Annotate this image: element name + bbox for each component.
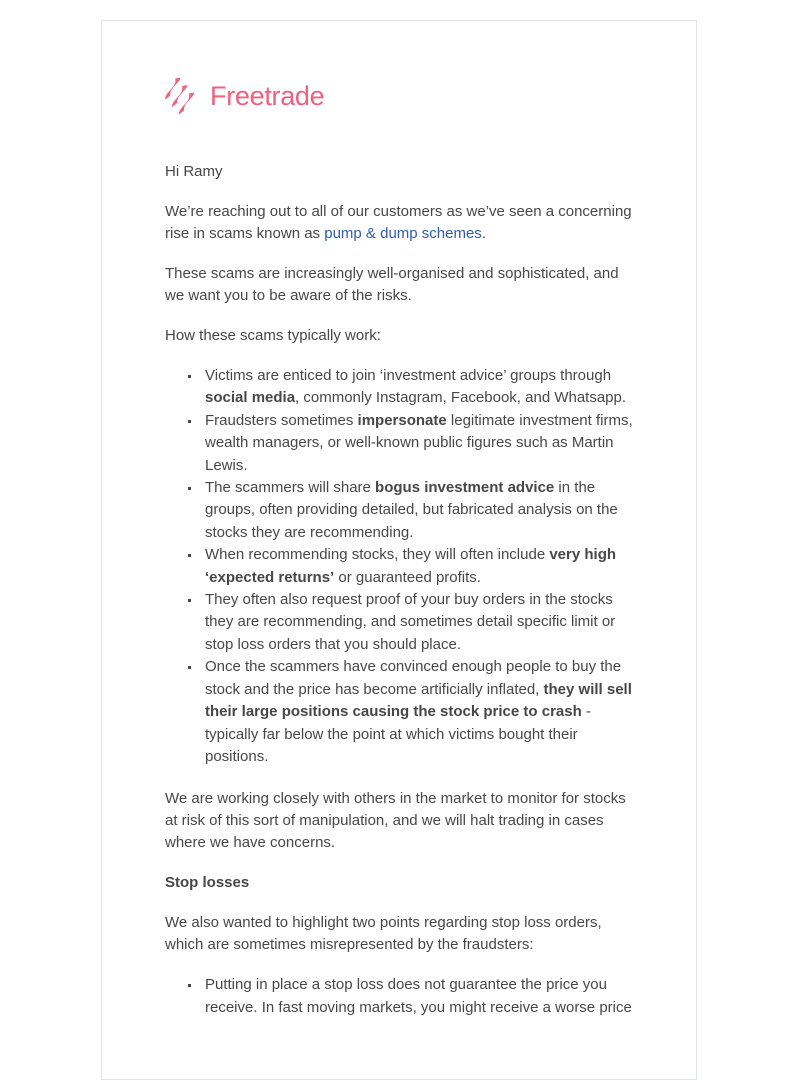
brand-logo[interactable] bbox=[165, 75, 634, 117]
letter-content bbox=[165, 161, 634, 1019]
plain-text: in the groups, often providing detailed, but fabricated analysis on the stocks they are recommending. bbox=[205, 479, 618, 541]
plain-text: or guaranteed profits. bbox=[334, 568, 481, 586]
emphasis-text: bogus investment advice bbox=[375, 479, 555, 497]
bullet-marker-icon bbox=[188, 554, 191, 557]
intro-paragraph bbox=[165, 201, 634, 245]
sophistication-paragraph: These scams are increasingly well-organised and sophisticated, and we want you to be aware of the risks. bbox=[165, 265, 619, 304]
email-card bbox=[101, 20, 697, 1080]
plain-text: The scammers will share bbox=[205, 479, 376, 497]
emphasis-text: social media bbox=[205, 389, 296, 407]
monitoring-paragraph: We are working closely with others in the market to monitor for stocks at risk of this sort of manipulation, and we will halt trading in cases where we have concerns. bbox=[165, 790, 626, 852]
list-intro: How these scams typically work: bbox=[165, 327, 381, 344]
plain-text: - typically far below the point at which victims bought their positions. bbox=[205, 703, 591, 765]
freetrade-flame-mark-icon bbox=[165, 78, 199, 115]
email-body bbox=[102, 21, 696, 1079]
list-item bbox=[165, 410, 634, 477]
list-item-text bbox=[205, 412, 633, 474]
list-item bbox=[165, 974, 634, 1019]
list-item-text bbox=[205, 591, 615, 653]
list-item-text bbox=[205, 546, 616, 585]
bullet-marker-icon bbox=[188, 666, 191, 669]
brand-wordmark: Freetrade bbox=[210, 80, 325, 111]
emphasis-text: they will sell their large positions causing the stock price to crash bbox=[205, 680, 632, 721]
plain-text: Fraudsters sometimes bbox=[205, 411, 358, 429]
emphasis-text: very high ‘expected returns’ bbox=[205, 546, 617, 586]
bullet-marker-icon bbox=[188, 599, 191, 602]
bullet-marker-icon bbox=[188, 420, 191, 423]
list-item bbox=[165, 365, 634, 410]
plain-text: Putting in place a stop loss does not guarantee the price you receive. In fast moving markets, you might receive a worse price bbox=[205, 976, 632, 1016]
intro-text-after-link: . bbox=[481, 225, 486, 242]
plain-text: Once the scammers have convinced enough people to buy the stock and the price has become artificially inflated, bbox=[205, 658, 622, 698]
list-item bbox=[165, 477, 634, 544]
bullet-marker-icon bbox=[188, 984, 191, 987]
plain-text: legitimate investment firms, wealth managers, or well-known public figures such as Martin Lewis. bbox=[205, 411, 633, 474]
list-item bbox=[165, 589, 634, 656]
list-item-text bbox=[205, 367, 626, 406]
stop-losses-intro: We also wanted to highlight two points regarding stop loss orders, which are sometimes misrepresented by the fraudsters: bbox=[165, 914, 602, 954]
intro-text-before-link: We’re reaching out to all of our customers as we’ve seen a concerning rise in scams known as bbox=[165, 203, 632, 242]
stop-losses-heading: Stop losses bbox=[165, 874, 250, 892]
plain-text: When recommending stocks, they will often include bbox=[205, 546, 550, 564]
pump-and-dump-link[interactable]: pump & dump schemes bbox=[324, 225, 482, 242]
list-item bbox=[165, 544, 634, 589]
plain-text: , commonly Instagram, Facebook, and Whatsapp. bbox=[295, 389, 627, 407]
list-item-text bbox=[205, 479, 618, 541]
emphasis-text: impersonate bbox=[357, 411, 447, 429]
bullet-marker-icon bbox=[188, 487, 191, 490]
plain-text: They often also request proof of your buy orders in the stocks they are recommending, and sometimes detail specific limit or stop loss orders that you should place. bbox=[205, 591, 616, 653]
plain-text: Victims are enticed to join ‘investment advice’ groups through bbox=[205, 367, 612, 384]
list-item bbox=[165, 656, 634, 768]
list-item-text bbox=[205, 976, 632, 1015]
bullet-marker-icon bbox=[188, 375, 191, 378]
greeting: Hi Ramy bbox=[165, 163, 223, 180]
stop-losses-list bbox=[165, 974, 634, 1019]
how-scams-work-list bbox=[165, 365, 634, 768]
list-item-text bbox=[205, 658, 632, 765]
